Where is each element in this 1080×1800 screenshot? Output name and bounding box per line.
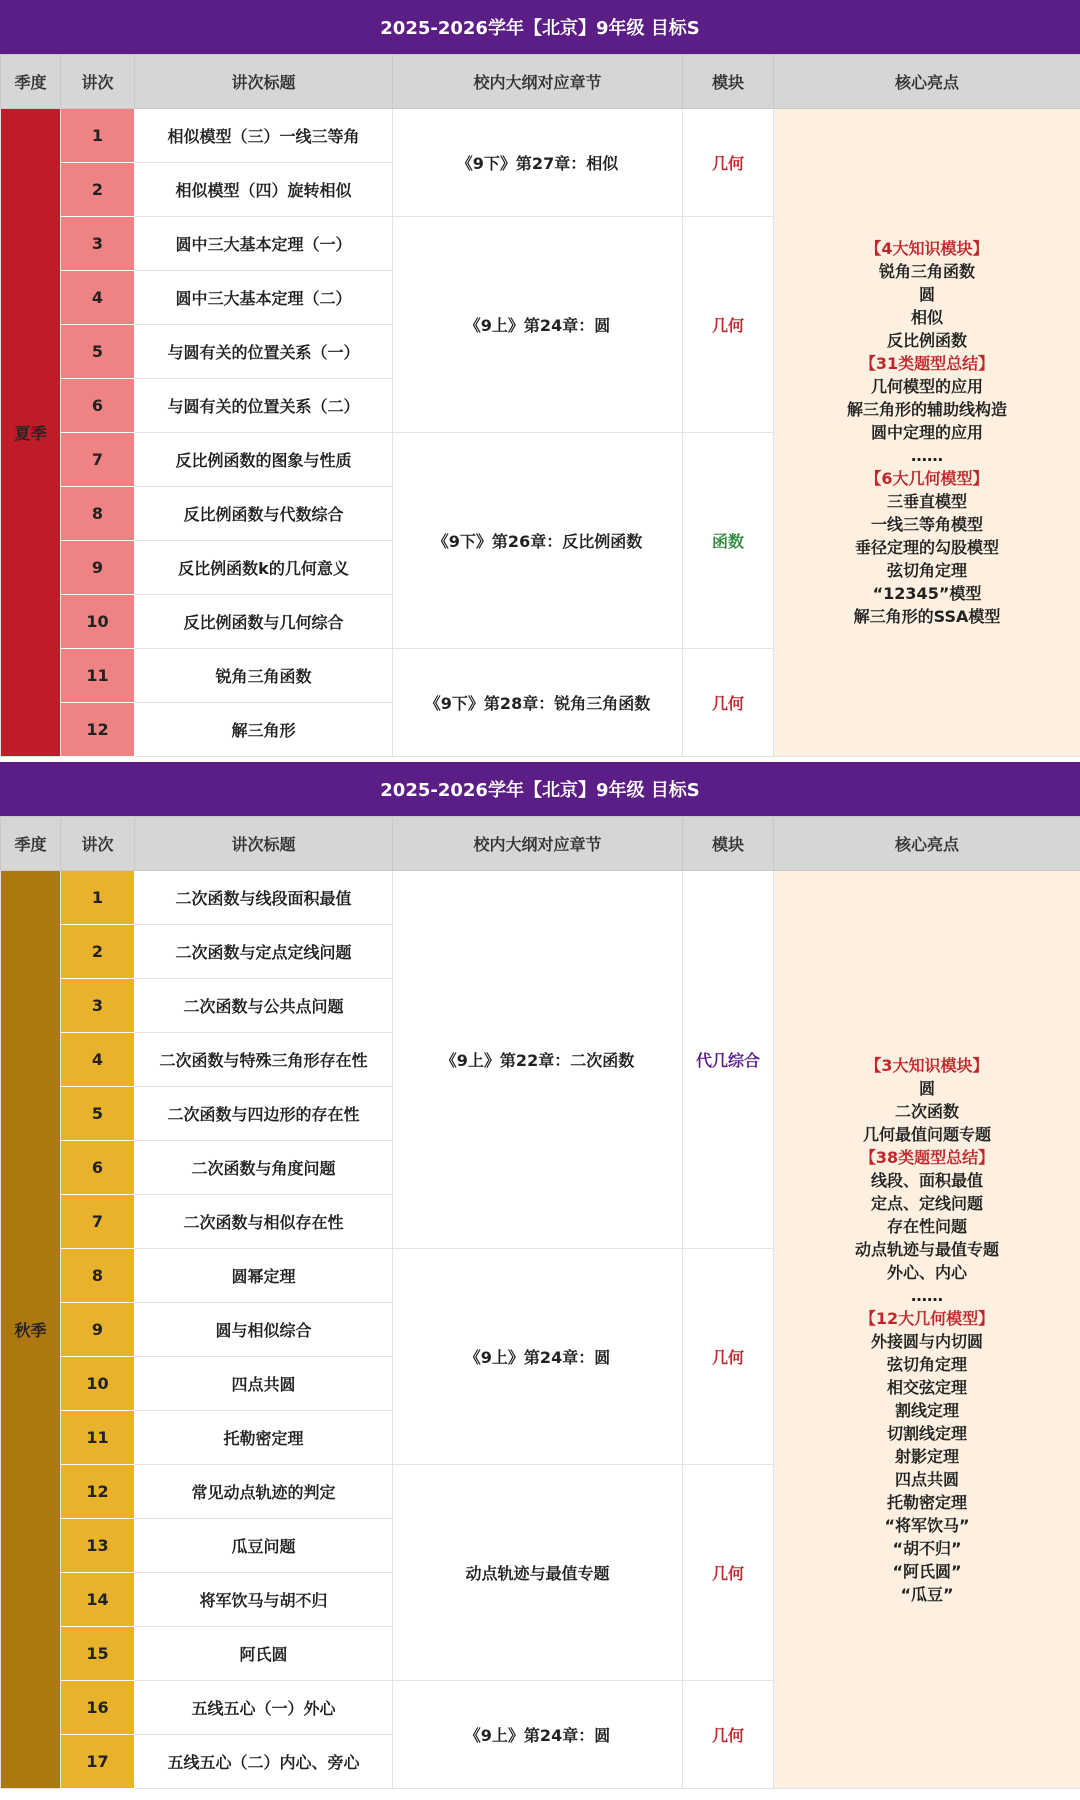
lesson-number: 17	[61, 1735, 135, 1789]
highlight-item: 相交弦定理	[886, 1377, 967, 1397]
highlight-heading: 【12大几何模型】	[859, 1308, 995, 1328]
summer-header-row	[1, 55, 1080, 109]
header-highlights: 核心亮点	[774, 55, 1080, 109]
lesson-number: 5	[61, 325, 135, 379]
lesson-number: 11	[61, 649, 135, 703]
lesson-title: 圆幂定理	[135, 1249, 393, 1303]
highlight-heading: 【31类题型总结】	[859, 354, 995, 373]
highlight-heading: 【38类题型总结】	[859, 1147, 995, 1167]
lesson-number: 14	[61, 1573, 135, 1627]
lesson-title: 与圆有关的位置关系（二）	[135, 379, 393, 433]
lesson-number: 10	[61, 1357, 135, 1411]
lesson-number: 7	[61, 433, 135, 487]
lesson-title: 相似模型（三）一线三等角	[135, 109, 393, 163]
lesson-title: 二次函数与四边形的存在性	[135, 1087, 393, 1141]
autumn-table	[0, 816, 1080, 1789]
highlight-heading: 【3大知识模块】	[865, 1055, 989, 1075]
highlight-item: 几何模型的应用	[870, 377, 983, 396]
lesson-title: 瓜豆问题	[135, 1519, 393, 1573]
highlight-item: 切割线定理	[886, 1423, 967, 1443]
highlight-item: 圆	[918, 285, 935, 304]
lesson-title: 阿氏圆	[135, 1627, 393, 1681]
lesson-title: 四点共圆	[135, 1357, 393, 1411]
lesson-number: 9	[61, 1303, 135, 1357]
highlights-cell	[774, 871, 1080, 1789]
module-cell: 函数	[683, 433, 774, 649]
highlight-item: 解三角形的SSA模型	[853, 607, 1001, 626]
chapter-cell: 动点轨迹与最值专题	[393, 1465, 683, 1681]
lesson-title: 解三角形	[135, 703, 393, 757]
lesson-title: 圆中三大基本定理（二）	[135, 271, 393, 325]
lesson-number: 7	[61, 1195, 135, 1249]
highlight-item: 解三角形的辅助线构造	[846, 400, 1007, 419]
highlight-heading: 【6大几何模型】	[865, 469, 989, 488]
highlight-item: “胡不归”	[892, 1538, 962, 1558]
highlight-item: 外心、内心	[886, 1262, 967, 1282]
season-label: 夏季	[1, 109, 61, 757]
highlight-item: 割线定理	[894, 1400, 959, 1420]
highlight-item: “12345”模型	[872, 584, 982, 603]
header-season: 季度	[1, 817, 61, 871]
lesson-title: 相似模型（四）旋转相似	[135, 163, 393, 217]
module-cell: 几何	[683, 649, 774, 757]
table-row	[1, 871, 1080, 925]
highlight-heading: 【4大知识模块】	[865, 239, 989, 258]
header-chapter: 校内大纲对应章节	[393, 817, 683, 871]
highlight-item: 三垂直模型	[886, 492, 967, 511]
module-cell: 几何	[683, 109, 774, 217]
highlight-item: 四点共圆	[894, 1469, 959, 1489]
lesson-title: 二次函数与线段面积最值	[135, 871, 393, 925]
lesson-title: 圆与相似综合	[135, 1303, 393, 1357]
highlight-item: 射影定理	[894, 1446, 959, 1466]
autumn-banner: 2025-2026学年【北京】9年级 目标S	[0, 762, 1080, 816]
lesson-number: 12	[61, 703, 135, 757]
highlight-item: 圆	[918, 1078, 935, 1098]
highlight-item: 线段、面积最值	[870, 1170, 983, 1190]
highlight-item: 锐角三角函数	[878, 262, 975, 281]
lesson-title: 二次函数与相似存在性	[135, 1195, 393, 1249]
highlight-item: 存在性问题	[886, 1216, 967, 1236]
lesson-number: 15	[61, 1627, 135, 1681]
header-lesson-number: 讲次	[61, 55, 135, 109]
lesson-number: 4	[61, 1033, 135, 1087]
lesson-number: 5	[61, 1087, 135, 1141]
lesson-number: 8	[61, 1249, 135, 1303]
lesson-number: 4	[61, 271, 135, 325]
lesson-title: 二次函数与特殊三角形存在性	[135, 1033, 393, 1087]
lesson-title: 二次函数与定点定线问题	[135, 925, 393, 979]
lesson-number: 11	[61, 1411, 135, 1465]
chapter-cell: 《9上》第24章：圆	[393, 217, 683, 433]
lesson-number: 6	[61, 379, 135, 433]
lesson-number: 16	[61, 1681, 135, 1735]
autumn-header-row	[1, 817, 1080, 871]
highlight-item: 圆中定理的应用	[870, 423, 983, 442]
header-module: 模块	[683, 817, 774, 871]
highlights-cell	[774, 109, 1080, 757]
lesson-title: 与圆有关的位置关系（一）	[135, 325, 393, 379]
header-lesson-title: 讲次标题	[135, 817, 393, 871]
header-highlights: 核心亮点	[774, 817, 1080, 871]
lesson-number: 10	[61, 595, 135, 649]
table-row	[1, 109, 1080, 163]
chapter-cell: 《9下》第28章：锐角三角函数	[393, 649, 683, 757]
module-cell: 几何	[683, 1249, 774, 1465]
lesson-number: 12	[61, 1465, 135, 1519]
lesson-number: 9	[61, 541, 135, 595]
module-cell: 几何	[683, 1465, 774, 1681]
highlight-item: ……	[911, 446, 943, 465]
lesson-title: 五线五心（一）外心	[135, 1681, 393, 1735]
season-label: 秋季	[1, 871, 61, 1789]
summer-banner: 2025-2026学年【北京】9年级 目标S	[0, 0, 1080, 54]
lesson-title: 圆中三大基本定理（一）	[135, 217, 393, 271]
lesson-number: 8	[61, 487, 135, 541]
chapter-cell: 《9下》第27章：相似	[393, 109, 683, 217]
lesson-title: 反比例函数k的几何意义	[135, 541, 393, 595]
highlight-item: 弦切角定理	[886, 1354, 967, 1374]
highlight-item: 弦切角定理	[886, 561, 967, 580]
highlight-item: 二次函数	[894, 1101, 959, 1121]
highlight-item: ……	[911, 1285, 943, 1305]
chapter-cell: 《9上》第24章：圆	[393, 1249, 683, 1465]
header-season: 季度	[1, 55, 61, 109]
lesson-title: 反比例函数的图象与性质	[135, 433, 393, 487]
lesson-number: 1	[61, 871, 135, 925]
highlight-item: “瓜豆”	[900, 1584, 954, 1604]
lesson-number: 2	[61, 163, 135, 217]
lesson-number: 13	[61, 1519, 135, 1573]
header-chapter: 校内大纲对应章节	[393, 55, 683, 109]
highlight-item: 动点轨迹与最值专题	[854, 1239, 999, 1259]
header-module: 模块	[683, 55, 774, 109]
module-cell: 代几综合	[683, 871, 774, 1249]
lesson-title: 常见动点轨迹的判定	[135, 1465, 393, 1519]
lesson-title: 反比例函数与代数综合	[135, 487, 393, 541]
chapter-cell: 《9下》第26章：反比例函数	[393, 433, 683, 649]
header-lesson-title: 讲次标题	[135, 55, 393, 109]
lesson-number: 2	[61, 925, 135, 979]
lesson-title: 五线五心（二）内心、旁心	[135, 1735, 393, 1789]
highlight-item: 外接圆与内切圆	[870, 1331, 983, 1351]
highlight-item: 定点、定线问题	[870, 1193, 983, 1213]
lesson-title: 将军饮马与胡不归	[135, 1573, 393, 1627]
lesson-title: 反比例函数与几何综合	[135, 595, 393, 649]
highlight-item: 垂径定理的勾股模型	[854, 538, 999, 557]
summer-table	[0, 54, 1080, 757]
lesson-title: 二次函数与角度问题	[135, 1141, 393, 1195]
highlight-item: 反比例函数	[886, 331, 967, 350]
lesson-number: 3	[61, 979, 135, 1033]
highlight-item: 一线三等角模型	[870, 515, 983, 534]
lesson-number: 3	[61, 217, 135, 271]
highlight-item: 几何最值问题专题	[862, 1124, 991, 1144]
module-cell: 几何	[683, 217, 774, 433]
highlight-item: 托勒密定理	[886, 1492, 967, 1512]
chapter-cell: 《9上》第24章：圆	[393, 1681, 683, 1789]
lesson-title: 锐角三角函数	[135, 649, 393, 703]
lesson-number: 1	[61, 109, 135, 163]
highlight-item: “将军饮马”	[884, 1515, 970, 1535]
header-lesson-number: 讲次	[61, 817, 135, 871]
module-cell: 几何	[683, 1681, 774, 1789]
highlight-item: “阿氏圆”	[892, 1561, 962, 1581]
lesson-title: 托勒密定理	[135, 1411, 393, 1465]
lesson-title: 二次函数与公共点问题	[135, 979, 393, 1033]
highlight-item: 相似	[910, 308, 943, 327]
lesson-number: 6	[61, 1141, 135, 1195]
chapter-cell: 《9上》第22章：二次函数	[393, 871, 683, 1249]
